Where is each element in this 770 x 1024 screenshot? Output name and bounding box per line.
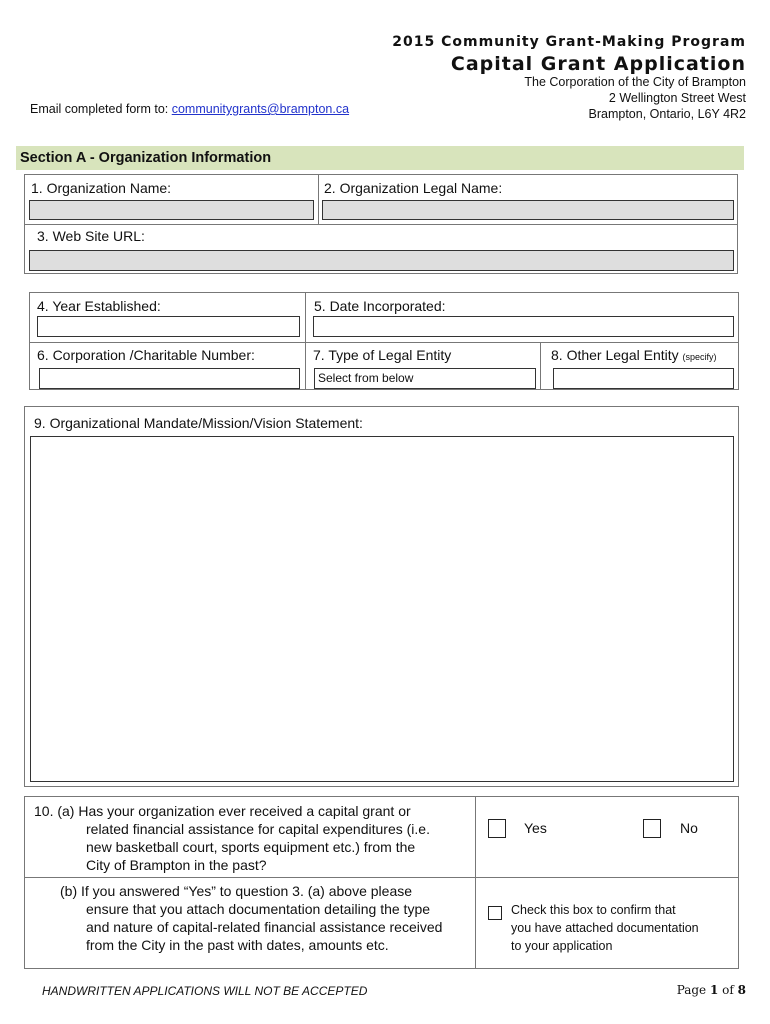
page-of: of (718, 983, 738, 997)
divider (29, 342, 739, 343)
confirm-line: you have attached documentation (511, 921, 699, 935)
q10a-line: City of Brampton in the past? (86, 857, 267, 873)
q10b-line: and nature of capital-related financial assistance received (86, 919, 443, 935)
year-established-input[interactable] (37, 316, 300, 337)
email-prefix: Email completed form to: (30, 102, 172, 116)
yes-label: Yes (524, 820, 547, 836)
divider (318, 174, 319, 224)
divider (24, 224, 738, 225)
date-incorporated-input[interactable] (313, 316, 734, 337)
q8-label-text: 8. Other Legal Entity (551, 347, 679, 363)
q10b-question (60, 882, 442, 954)
q5-label: 5. Date Incorporated: (314, 298, 446, 314)
address-block (524, 74, 746, 122)
organization-name-input[interactable] (29, 200, 314, 220)
email-instruction (30, 102, 349, 116)
yes-checkbox[interactable] (488, 819, 506, 838)
address-line: The Corporation of the City of Brampton (524, 75, 746, 89)
confirm-attachment-label (511, 901, 699, 955)
charitable-number-input[interactable] (39, 368, 300, 389)
divider (540, 342, 541, 390)
q7-label: 7. Type of Legal Entity (313, 347, 452, 363)
organization-legal-name-input[interactable] (322, 200, 734, 220)
no-label: No (680, 820, 698, 836)
program-title: 2015 Community Grant-Making Program (392, 34, 746, 50)
q3-label: 3. Web Site URL: (37, 228, 145, 244)
section-a-header: Section A - Organization Information (16, 146, 744, 170)
divider (475, 796, 476, 969)
q2-label: 2. Organization Legal Name: (324, 180, 503, 196)
confirm-line: Check this box to confirm that (511, 903, 676, 917)
q6-label: 6. Corporation /Charitable Number: (37, 347, 255, 363)
confirm-attachment-checkbox[interactable] (488, 906, 502, 920)
q1-label: 1. Organization Name: (31, 180, 172, 196)
form-title: Capital Grant Application (450, 53, 746, 75)
page-prefix: Page (676, 983, 710, 997)
q10a-line: 10. (a) Has your organization ever received a capital grant or (34, 803, 411, 819)
q10a-line: related financial assistance for capital expenditures (i.e. (86, 821, 430, 837)
confirm-line: to your application (511, 939, 613, 953)
q8-label (551, 347, 717, 363)
address-line: Brampton, Ontario, L6Y 4R2 (588, 107, 746, 121)
q10a-line: new basketball court, sports equipment etc.) from the (86, 839, 416, 855)
q10b-line: (b) If you answered “Yes” to question 3. (a) above please (60, 883, 413, 899)
legal-entity-select[interactable]: Select from below (314, 368, 536, 389)
address-line: 2 Wellington Street West (608, 91, 746, 105)
mandate-textarea[interactable] (30, 436, 734, 782)
q10b-line: ensure that you attach documentation detailing the type (86, 901, 431, 917)
website-url-input[interactable] (29, 250, 734, 271)
q4-label: 4. Year Established: (37, 298, 161, 314)
divider (24, 877, 739, 878)
handwritten-notice: HANDWRITTEN APPLICATIONS WILL NOT BE ACCEPTED (42, 984, 368, 998)
q10a-question (34, 802, 430, 874)
other-legal-entity-input[interactable] (553, 368, 734, 389)
page-number (677, 983, 746, 997)
divider (305, 292, 306, 390)
q9-label: 9. Organizational Mandate/Mission/Vision Statement: (34, 415, 363, 431)
q8-note: (specify) (682, 352, 717, 362)
email-link[interactable]: communitygrants@brampton.ca (171, 102, 350, 116)
no-checkbox[interactable] (643, 819, 661, 838)
q10b-line: from the City in the past with dates, amounts etc. (86, 937, 389, 953)
page-total: 8 (737, 983, 746, 997)
page-current: 1 (709, 983, 719, 997)
